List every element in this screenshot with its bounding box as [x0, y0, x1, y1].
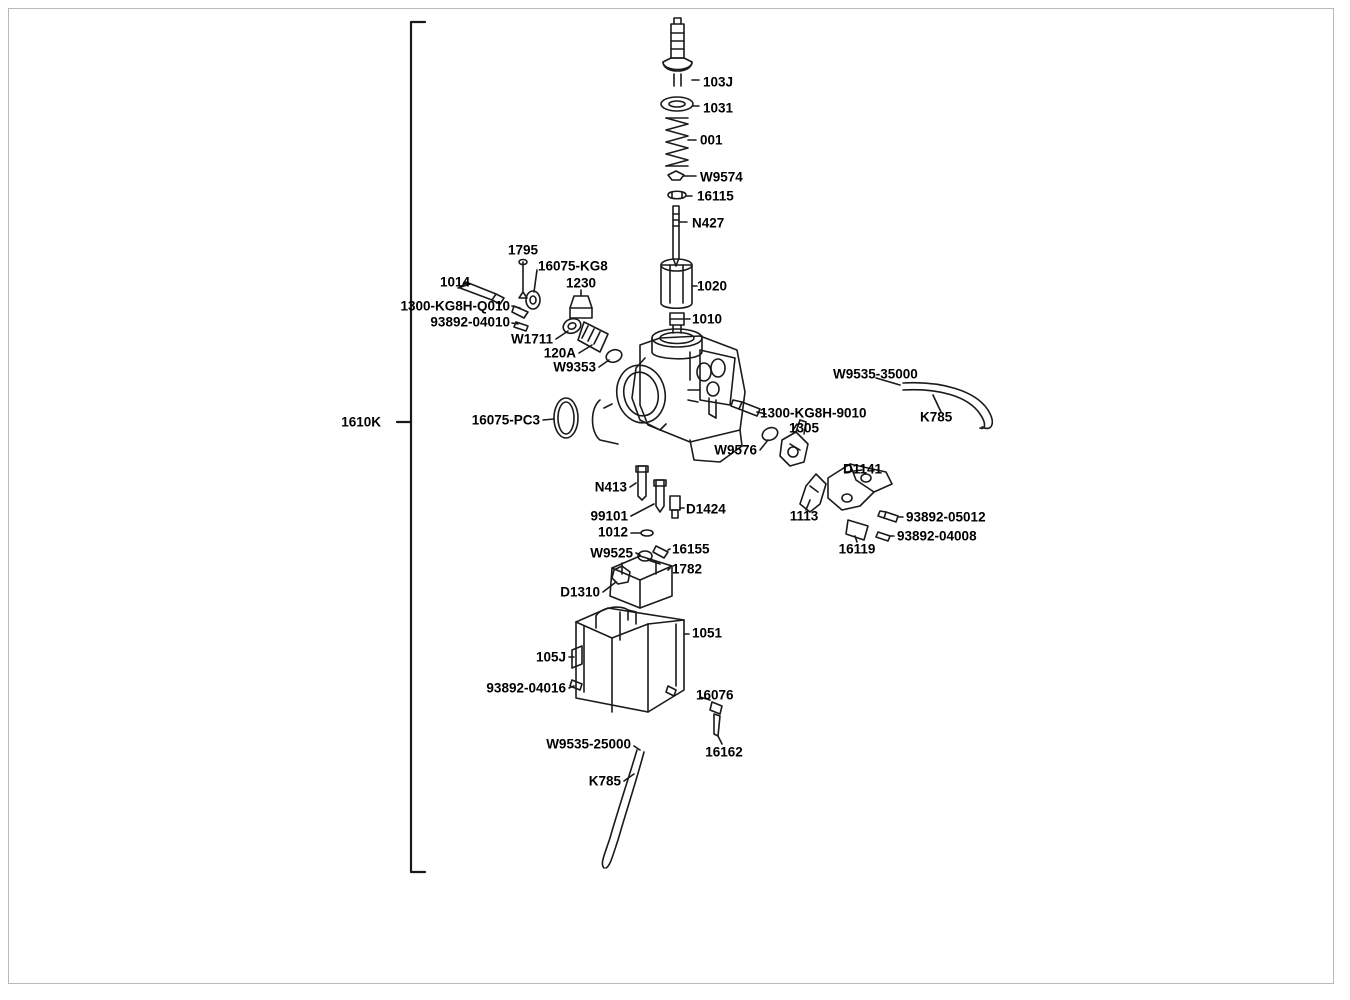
part-16115-eclip [668, 191, 686, 199]
part-16075-PC3-oring [554, 398, 578, 438]
label-W9574: W9574 [700, 169, 743, 185]
label-1113: 1113 [789, 508, 819, 524]
label-93892-05012: 93892-05012 [906, 509, 986, 525]
leader-D1310 [603, 582, 616, 592]
leader-W1711 [556, 331, 568, 339]
leader-N413 [630, 483, 636, 487]
group-bracket [397, 22, 425, 872]
label-16155: 16155 [672, 541, 710, 557]
part-93892-05012-screw [878, 511, 898, 522]
part-120A-filter [578, 322, 608, 352]
label-D1310: D1310 [560, 584, 600, 600]
label-1020: 1020 [697, 278, 728, 294]
leader-16075-KG8 [534, 270, 537, 292]
label-group-1610K: 1610K [341, 414, 381, 430]
label-W1711: W1711 [510, 331, 553, 347]
label-1014: 1014 [439, 274, 471, 290]
part-W9576-washer [760, 425, 780, 443]
part-93892-04008-screw [876, 532, 890, 541]
label-1300-KG8H-9010: 1300-KG8H-9010 [760, 405, 867, 421]
leader-99101 [631, 504, 654, 516]
leader-16162 [718, 736, 722, 744]
part-001-spring [666, 118, 688, 166]
part-N427-jet-needle [673, 206, 679, 266]
part-99101-jet [654, 480, 666, 512]
label-001: 001 [700, 132, 723, 148]
label-1051: 1051 [692, 625, 723, 641]
label-W9525: W9525 [590, 545, 633, 561]
part-1782-float [610, 556, 672, 608]
part-16155-pin [653, 546, 668, 558]
part-W9574-clip [668, 171, 684, 180]
label-103J: 103J [703, 74, 734, 90]
part-1012-oring [641, 530, 653, 536]
leader-16075-PC3 [543, 419, 554, 420]
part-1113-lever [800, 474, 826, 512]
label-16115: 16115 [697, 188, 734, 204]
label-D1141: D1141 [843, 461, 883, 477]
leader-W9353 [599, 360, 609, 367]
part-1051-float-chamber [576, 607, 684, 712]
label-1010: 1010 [692, 311, 723, 327]
part-N413-main-jet [636, 466, 648, 500]
label-16076: 16076 [696, 687, 734, 703]
part-1031-oring [661, 97, 693, 111]
label-W9535-25000: W9535-25000 [546, 736, 631, 752]
part-D1424-screw [670, 496, 680, 518]
label-1300-KG8H-Q010: 1300-KG8H-Q010 [400, 298, 510, 314]
label-D1424: D1424 [686, 501, 726, 517]
part-W9535-25000-hose [602, 750, 644, 868]
label-K785-top: K785 [920, 409, 953, 425]
label-99101: 99101 [590, 508, 628, 524]
part-16075-KG8-seal [526, 291, 540, 309]
part-93892-04016-screw [570, 680, 676, 696]
label-16162: 16162 [705, 744, 743, 760]
leader-16155 [668, 549, 670, 550]
label-W9353: W9353 [553, 359, 596, 375]
part-16076-drain-screw [710, 702, 722, 736]
label-1782: 1782 [672, 561, 703, 577]
label-93892-04010: 93892-04010 [430, 314, 510, 330]
leader-120A [579, 345, 592, 353]
part-1300-KG8H-9010-screw [731, 400, 760, 416]
part-1795-rod [519, 260, 527, 299]
label-N427: N427 [692, 215, 725, 231]
part-1230-spring-seat [570, 296, 592, 318]
label-N413: N413 [594, 479, 627, 495]
leader-W9576 [760, 440, 768, 450]
part-1010-needle-jet [670, 313, 684, 333]
label-1230: 1230 [565, 275, 597, 291]
label-K785-bottom: K785 [588, 773, 621, 789]
label-1031: 1031 [703, 100, 734, 116]
label-16075-PC3: 16075-PC3 [471, 412, 540, 428]
part-16119-plate [846, 520, 868, 540]
label-120A: 120A [543, 345, 576, 361]
label-93892-04008: 93892-04008 [897, 528, 977, 544]
label-1012: 1012 [597, 524, 628, 540]
label-93892-04016: 93892-04016 [486, 680, 566, 696]
part-103J-needle-cap [663, 18, 692, 86]
label-16119: 16119 [838, 541, 876, 557]
label-1795: 1795 [507, 242, 539, 258]
label-1305: 1305 [789, 420, 820, 436]
label-16075-KG8: 16075-KG8 [538, 258, 608, 274]
label-W9535-35000: W9535-35000 [833, 366, 918, 382]
leader-93892-04010 [512, 323, 518, 324]
label-W9576: W9576 [714, 442, 757, 458]
label-105J: 105J [535, 649, 566, 665]
